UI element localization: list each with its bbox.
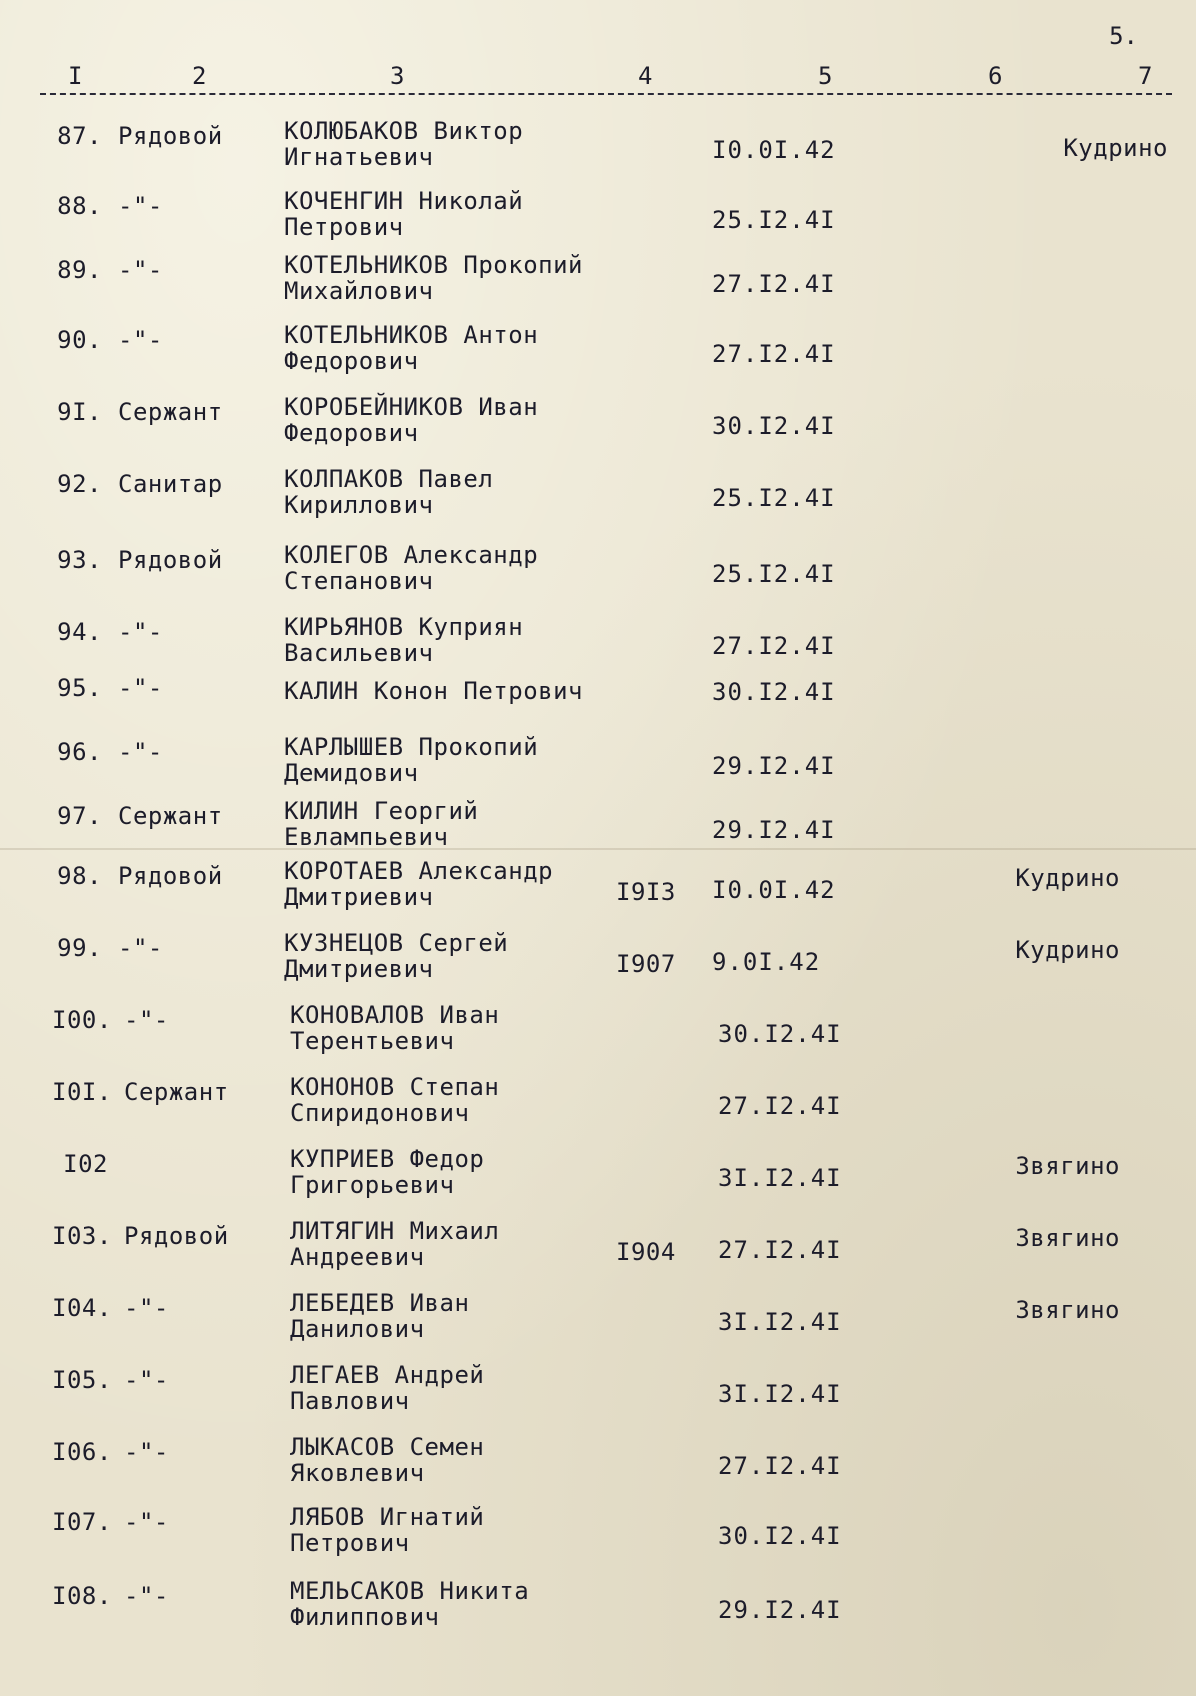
record-surname-given: КОЧЕНГИН Николай <box>284 187 524 215</box>
record-date: I0.0I.42 <box>712 136 836 164</box>
record-surname-given: КИРЬЯНОВ Куприян <box>284 613 524 641</box>
record-date: 27.I2.4I <box>712 632 836 660</box>
record-name <box>284 188 523 240</box>
record-patronymic: Дмитриевич <box>284 955 434 983</box>
record-rank: Рядовой <box>118 546 223 574</box>
record-patronymic: Демидович <box>284 759 419 787</box>
record-surname-given: КОТЕЛЬНИКОВ Антон <box>284 321 539 349</box>
record-surname-given: КУЗНЕЦОВ Сергей <box>284 929 509 957</box>
record-number: 90. <box>57 326 102 354</box>
record-surname-given: КОЛЕГОВ Александр <box>284 541 539 569</box>
record-number: 87. <box>57 122 102 150</box>
record-row <box>0 187 1196 264</box>
record-row <box>0 1577 1196 1654</box>
column-header-4: 4 <box>638 62 653 90</box>
record-patronymic: Петрович <box>284 213 404 241</box>
record-date: 27.I2.4I <box>712 340 836 368</box>
record-row <box>0 393 1196 470</box>
record-rank: -"- <box>118 738 163 766</box>
record-name <box>290 1578 529 1630</box>
record-date: 3I.I2.4I <box>718 1380 842 1408</box>
record-name <box>290 1146 484 1198</box>
record-name <box>284 614 523 666</box>
record-rank: Рядовой <box>118 862 223 890</box>
record-rank: -"- <box>118 674 163 702</box>
record-name <box>290 1290 469 1342</box>
record-row <box>0 1503 1196 1580</box>
record-row <box>0 929 1196 1006</box>
record-patronymic: Евлампьевич <box>284 823 449 851</box>
record-rank: -"- <box>124 1366 169 1394</box>
record-name <box>284 930 508 982</box>
record-patronymic: Игнатьевич <box>284 143 434 171</box>
record-number: I07. <box>52 1508 112 1536</box>
record-patronymic: Федорович <box>284 419 419 447</box>
record-patronymic: Терентьевич <box>290 1027 455 1055</box>
record-name <box>284 118 523 170</box>
record-row <box>0 733 1196 810</box>
record-date: 27.I2.4I <box>718 1092 842 1120</box>
record-surname-given: ЛЕГАЕВ Андрей <box>290 1361 485 1389</box>
record-date: 27.I2.4I <box>718 1452 842 1480</box>
header-divider <box>40 93 1172 95</box>
record-birth-year: I907 <box>616 950 676 978</box>
record-name <box>284 734 538 786</box>
record-name <box>290 1218 499 1270</box>
record-number: I02 <box>63 1150 108 1178</box>
record-rank: -"- <box>124 1438 169 1466</box>
record-number: I08. <box>52 1582 112 1610</box>
record-number: I0I. <box>52 1078 112 1106</box>
record-number: 88. <box>57 192 102 220</box>
record-name <box>284 858 553 910</box>
record-rank: Сержант <box>118 398 223 426</box>
record-number: I00. <box>52 1006 112 1034</box>
record-name <box>284 798 478 850</box>
record-number: 96. <box>57 738 102 766</box>
record-patronymic: Михайлович <box>284 277 434 305</box>
record-patronymic: Степанович <box>284 567 434 595</box>
record-date: 30.I2.4I <box>712 412 836 440</box>
record-patronymic: Кириллович <box>284 491 434 519</box>
record-row <box>0 674 1196 746</box>
record-number: 89. <box>57 256 102 284</box>
record-patronymic: Данилович <box>290 1315 425 1343</box>
record-surname-given: КАЛИН Конон Петрович <box>284 677 583 705</box>
record-name <box>290 1362 484 1414</box>
record-surname-given: КОРОБЕЙНИКОВ Иван <box>284 393 539 421</box>
record-rank: Сержант <box>118 802 223 830</box>
record-patronymic: Филиппович <box>290 1603 440 1631</box>
record-date: 3I.I2.4I <box>718 1308 842 1336</box>
record-surname-given: КУПРИЕВ Федор <box>290 1145 485 1173</box>
record-surname-given: КОЛПАКОВ Павел <box>284 465 494 493</box>
record-name <box>290 1434 484 1486</box>
record-row <box>0 541 1196 618</box>
record-surname-given: КАРЛЫШЕВ Прокопий <box>284 733 539 761</box>
record-number: 93. <box>57 546 102 574</box>
record-row <box>0 1001 1196 1078</box>
record-name <box>284 394 538 446</box>
record-place: Звягино <box>1015 1296 1120 1324</box>
record-row <box>0 465 1196 542</box>
record-number: 9I. <box>57 398 102 426</box>
record-date: 29.I2.4I <box>718 1596 842 1624</box>
record-name <box>284 678 583 704</box>
record-birth-year: I904 <box>616 1238 676 1266</box>
record-surname-given: МЕЛЬСАКОВ Никита <box>290 1577 530 1605</box>
record-rank: -"- <box>118 326 163 354</box>
record-patronymic: Андреевич <box>290 1243 425 1271</box>
record-patronymic: Дмитриевич <box>284 883 434 911</box>
record-row <box>0 1433 1196 1510</box>
record-date: I0.0I.42 <box>712 876 836 904</box>
record-number: I04. <box>52 1294 112 1322</box>
record-place: Кудрино <box>1015 864 1120 892</box>
record-name <box>290 1074 499 1126</box>
record-surname-given: КОЛЮБАКОВ Виктор <box>284 117 524 145</box>
record-surname-given: ЛЯБОВ Игнатий <box>290 1503 485 1531</box>
record-patronymic: Федорович <box>284 347 419 375</box>
record-surname-given: КОНОНОВ Степан <box>290 1073 500 1101</box>
record-birth-year: I9I3 <box>616 878 676 906</box>
record-number: 98. <box>57 862 102 890</box>
record-rank: -"- <box>118 934 163 962</box>
record-number: I03. <box>52 1222 112 1250</box>
record-rank: -"- <box>118 618 163 646</box>
column-header-5: 5 <box>818 62 833 90</box>
record-patronymic: Павлович <box>290 1387 410 1415</box>
record-surname-given: КОРОТАЕВ Александр <box>284 857 554 885</box>
page-number: 5. <box>1109 22 1138 50</box>
record-surname-given: КОТЕЛЬНИКОВ Прокопий <box>284 251 583 279</box>
record-surname-given: КОНОВАЛОВ Иван <box>290 1001 500 1029</box>
column-header-2: 2 <box>192 62 207 90</box>
record-row <box>0 1289 1196 1366</box>
record-number: 95. <box>57 674 102 702</box>
record-rank: -"- <box>124 1294 169 1322</box>
record-number: 99. <box>57 934 102 962</box>
record-date: 3I.I2.4I <box>718 1164 842 1192</box>
record-date: 9.0I.42 <box>712 948 821 976</box>
record-surname-given: ЛЕБЕДЕВ Иван <box>290 1289 470 1317</box>
record-patronymic: Васильевич <box>284 639 434 667</box>
record-row <box>0 1361 1196 1438</box>
record-name <box>284 322 538 374</box>
record-patronymic: Яковлевич <box>290 1459 425 1487</box>
record-number: 97. <box>57 802 102 830</box>
record-row <box>0 117 1196 194</box>
record-place: Звягино <box>1015 1224 1120 1252</box>
record-number: I06. <box>52 1438 112 1466</box>
record-row <box>0 251 1196 328</box>
record-surname-given: ЛЫКАСОВ Семен <box>290 1433 485 1461</box>
record-patronymic: Петрович <box>290 1529 410 1557</box>
record-date: 27.I2.4I <box>712 270 836 298</box>
record-date: 27.I2.4I <box>718 1236 842 1264</box>
record-row <box>0 857 1196 934</box>
record-name <box>284 542 538 594</box>
column-header-1: I <box>68 62 83 90</box>
record-date: 30.I2.4I <box>718 1522 842 1550</box>
column-header-7: 7 <box>1138 62 1153 90</box>
record-rank: Сержант <box>124 1078 229 1106</box>
record-row <box>0 1145 1196 1222</box>
column-header-6: 6 <box>988 62 1003 90</box>
record-patronymic: Григорьевич <box>290 1171 455 1199</box>
record-rank: -"- <box>118 192 163 220</box>
record-rank: -"- <box>118 256 163 284</box>
record-rank: Рядовой <box>118 122 223 150</box>
record-date: 30.I2.4I <box>712 678 836 706</box>
record-surname-given: ЛИТЯГИН Михаил <box>290 1217 500 1245</box>
record-place: Кудрино <box>1063 134 1168 162</box>
record-number: 92. <box>57 470 102 498</box>
record-rank: Санитар <box>118 470 223 498</box>
column-header-3: 3 <box>390 62 405 90</box>
record-patronymic: Спиридонович <box>290 1099 470 1127</box>
record-date: 25.I2.4I <box>712 484 836 512</box>
record-name <box>290 1504 484 1556</box>
record-date: 25.I2.4I <box>712 206 836 234</box>
record-row <box>0 1073 1196 1150</box>
record-rank: Рядовой <box>124 1222 229 1250</box>
record-place: Кудрино <box>1015 936 1120 964</box>
record-number: I05. <box>52 1366 112 1394</box>
record-place: Звягино <box>1015 1152 1120 1180</box>
record-date: 29.I2.4I <box>712 752 836 780</box>
record-name <box>284 466 493 518</box>
record-date: 30.I2.4I <box>718 1020 842 1048</box>
record-date: 29.I2.4I <box>712 816 836 844</box>
record-surname-given: КИЛИН Георгий <box>284 797 479 825</box>
record-rank: -"- <box>124 1508 169 1536</box>
record-rank: -"- <box>124 1006 169 1034</box>
record-rank: -"- <box>124 1582 169 1610</box>
record-row <box>0 321 1196 398</box>
record-name <box>290 1002 499 1054</box>
record-date: 25.I2.4I <box>712 560 836 588</box>
record-number: 94. <box>57 618 102 646</box>
record-name <box>284 252 583 304</box>
record-row <box>0 1217 1196 1294</box>
